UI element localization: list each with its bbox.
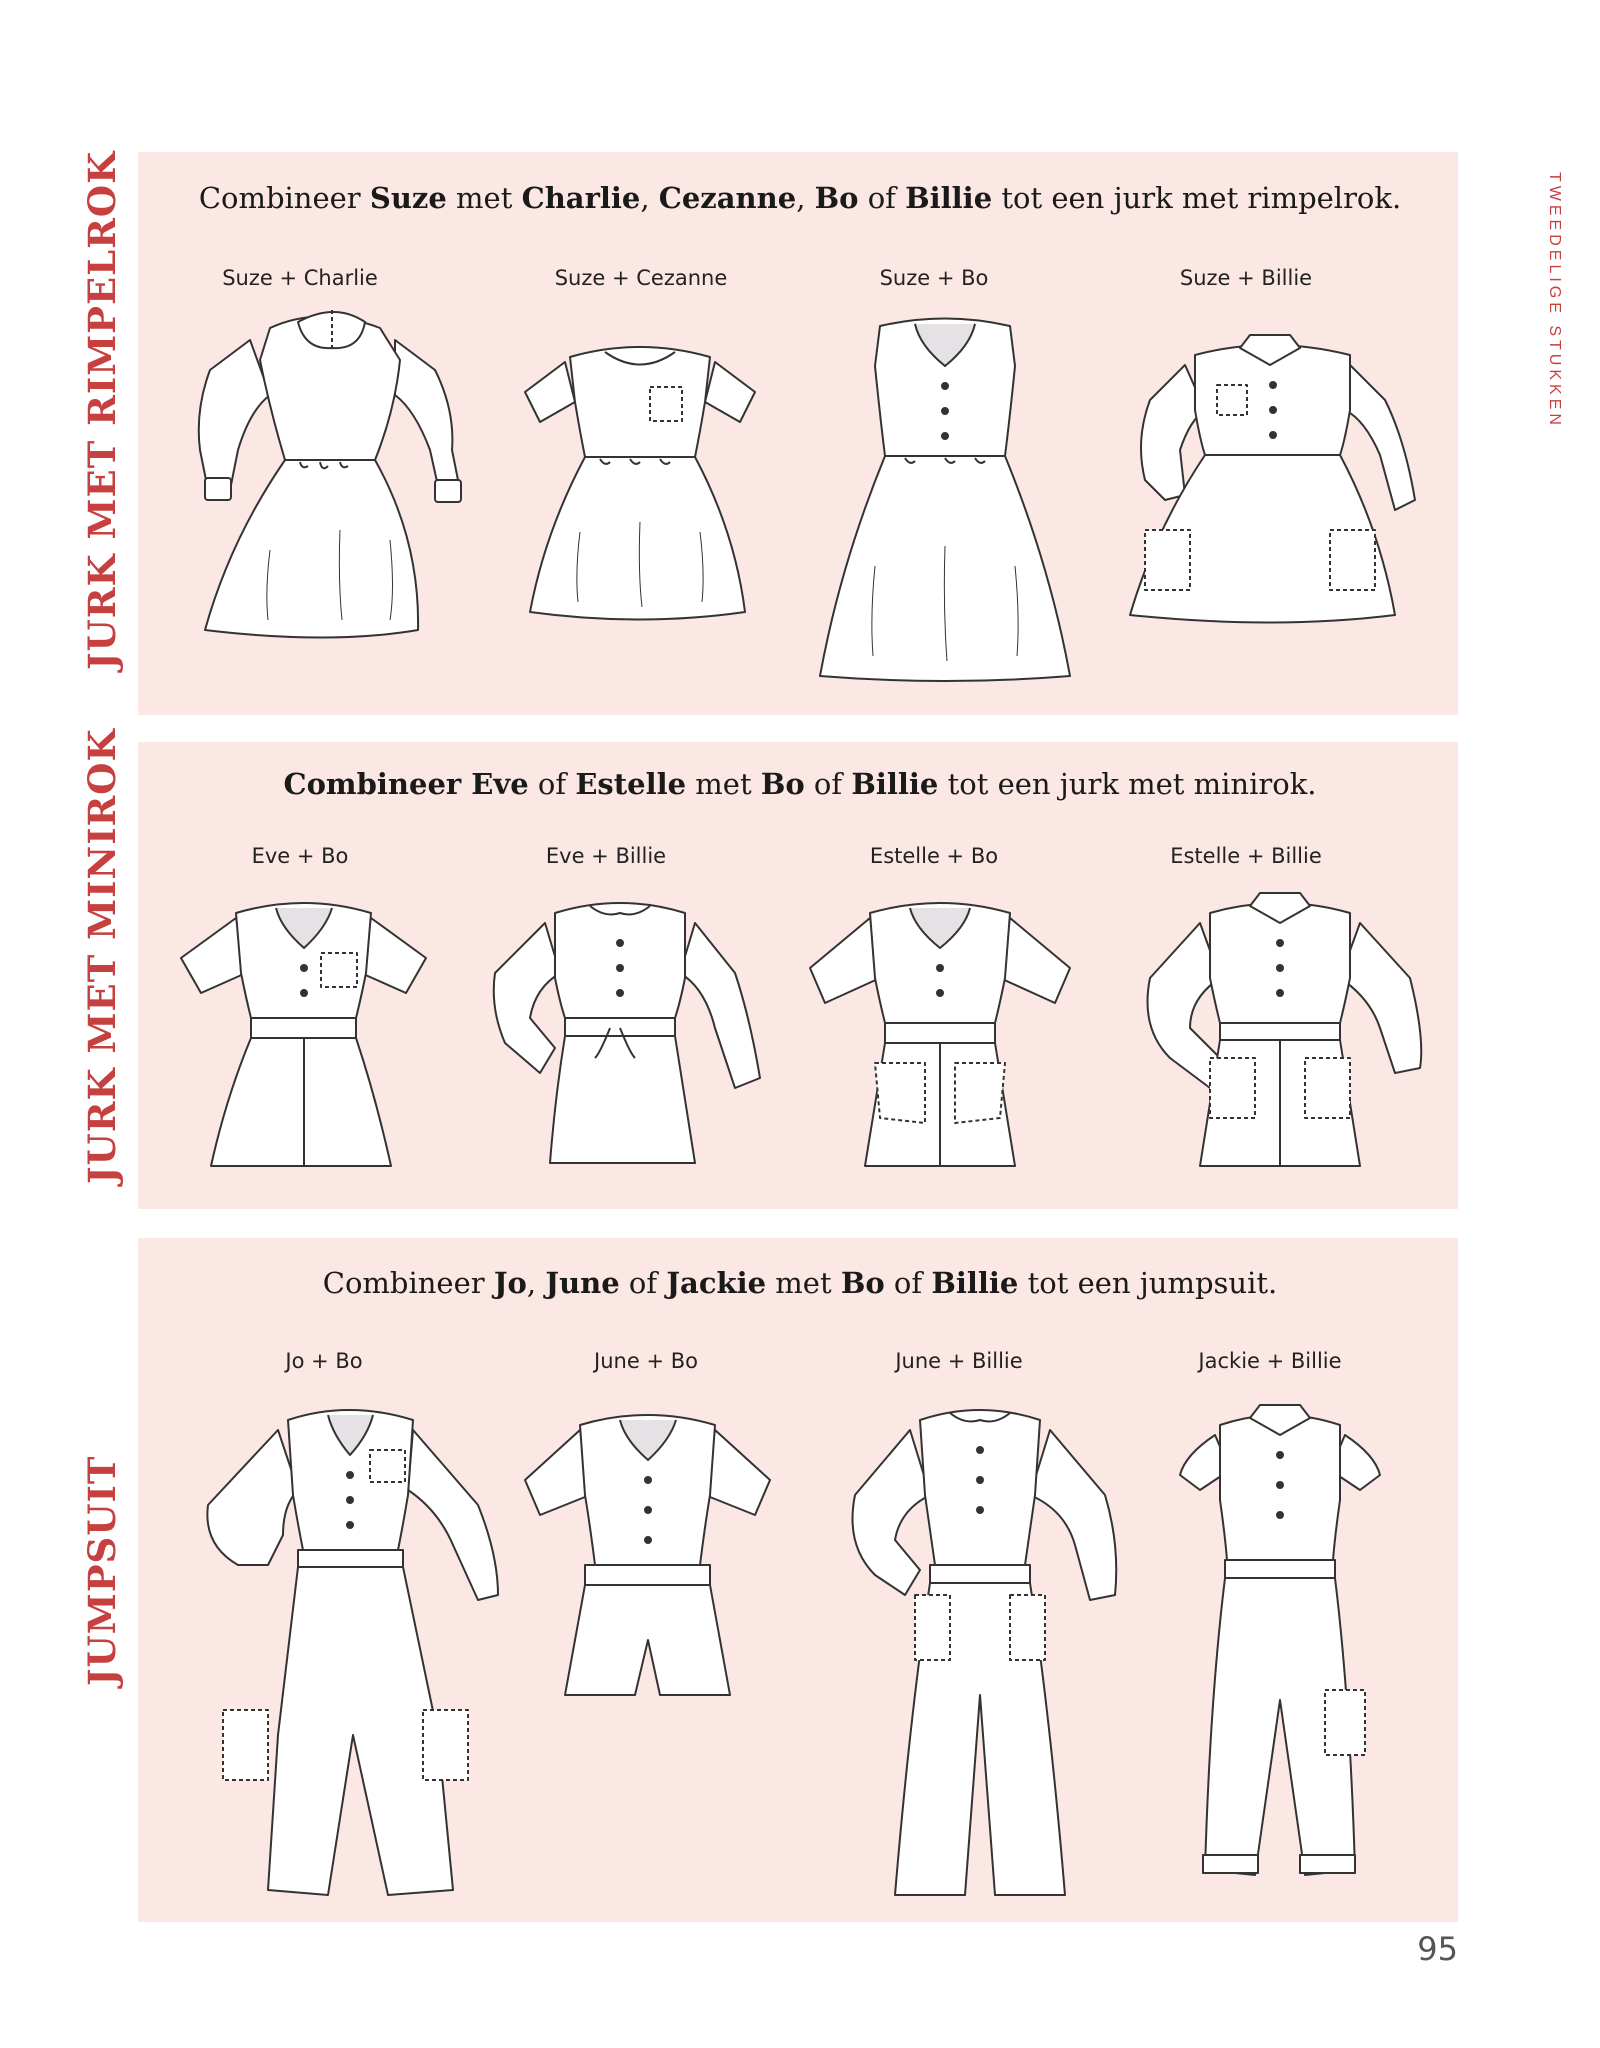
caption-june-billie: June + Billie (895, 1349, 1023, 1373)
caption-suze-charlie: Suze + Charlie (222, 266, 378, 290)
section-title-jumpsuit (0, 1266, 1600, 1300)
running-head: TWEEDELIGE STUKKEN (1546, 172, 1563, 429)
section-title-part: of (619, 1266, 667, 1300)
section-title-part: of (858, 181, 906, 215)
section-title-part: Jo (493, 1266, 527, 1300)
section-title-part: Jackie (666, 1266, 767, 1300)
section-title-part: tot een jurk met minirok. (938, 767, 1317, 801)
section-title-part: Cezanne (658, 181, 797, 215)
section-title-part: June (545, 1266, 620, 1300)
section-title-part: of (804, 767, 852, 801)
section-title-minirok (0, 767, 1600, 801)
section-title-part: Combineer Eve (283, 767, 529, 801)
section-title-rimpelrok (0, 181, 1600, 215)
garment-suze-cezanne (520, 332, 760, 632)
garment-june-bo (520, 1400, 775, 1705)
caption-eve-bo: Eve + Bo (251, 844, 349, 868)
section-title-part: Bo (760, 767, 805, 801)
page-number: 95 (1417, 1930, 1458, 1968)
garment-june-billie (835, 1395, 1125, 1905)
section-title-part: Combineer (198, 181, 370, 215)
garment-suze-bo (815, 306, 1075, 686)
section-title-part: , (640, 181, 659, 215)
garment-suze-billie (1125, 330, 1425, 640)
section-title-part: , (796, 181, 815, 215)
caption-june-bo: June + Bo (594, 1349, 698, 1373)
caption-estelle-billie: Estelle + Billie (1170, 844, 1322, 868)
side-label-jumpsuit: JUMPSUIT (80, 1455, 124, 1686)
caption-suze-billie: Suze + Billie (1179, 266, 1313, 290)
side-label-jurk-met-minirok: JURK MET MINIROK (80, 728, 124, 1184)
section-title-part: met (446, 181, 522, 215)
side-label-jurk-met-rimpelrok: JURK MET RIMPELROK (80, 150, 124, 670)
section-title-part: Suze (369, 181, 447, 215)
caption-estelle-bo: Estelle + Bo (869, 844, 999, 868)
garment-suze-charlie (190, 300, 480, 640)
section-title-part: Billie (905, 181, 993, 215)
garment-jackie-billie (1175, 1400, 1385, 1900)
section-title-part: Billie (851, 767, 939, 801)
section-title-part: , (526, 1266, 546, 1300)
caption-jackie-billie: Jackie + Billie (1198, 1349, 1342, 1373)
section-title-part: Bo (814, 181, 859, 215)
garment-eve-billie (470, 888, 770, 1173)
section-title-part: Estelle (575, 767, 687, 801)
section-title-part: met (686, 767, 761, 801)
garment-eve-bo (176, 888, 432, 1178)
caption-suze-cezanne: Suze + Cezanne (554, 266, 728, 290)
garment-jo-bo (188, 1395, 508, 1905)
section-title-part: of (528, 767, 576, 801)
garment-estelle-billie (1130, 888, 1430, 1178)
section-title-part: Billie (931, 1266, 1019, 1300)
section-title-part: tot een jurk met rimpelrok. (992, 181, 1402, 215)
caption-eve-billie: Eve + Billie (545, 844, 667, 868)
section-title-part: tot een jumpsuit. (1018, 1266, 1278, 1300)
section-title-part: Bo (840, 1266, 885, 1300)
section-title-part: met (766, 1266, 841, 1300)
section-title-part: of (884, 1266, 932, 1300)
caption-suze-bo: Suze + Bo (879, 266, 989, 290)
caption-jo-bo: Jo + Bo (285, 1349, 363, 1373)
garment-estelle-bo (805, 888, 1075, 1178)
section-title-part: Charlie (521, 181, 641, 215)
section-title-part: Combineer (322, 1266, 494, 1300)
